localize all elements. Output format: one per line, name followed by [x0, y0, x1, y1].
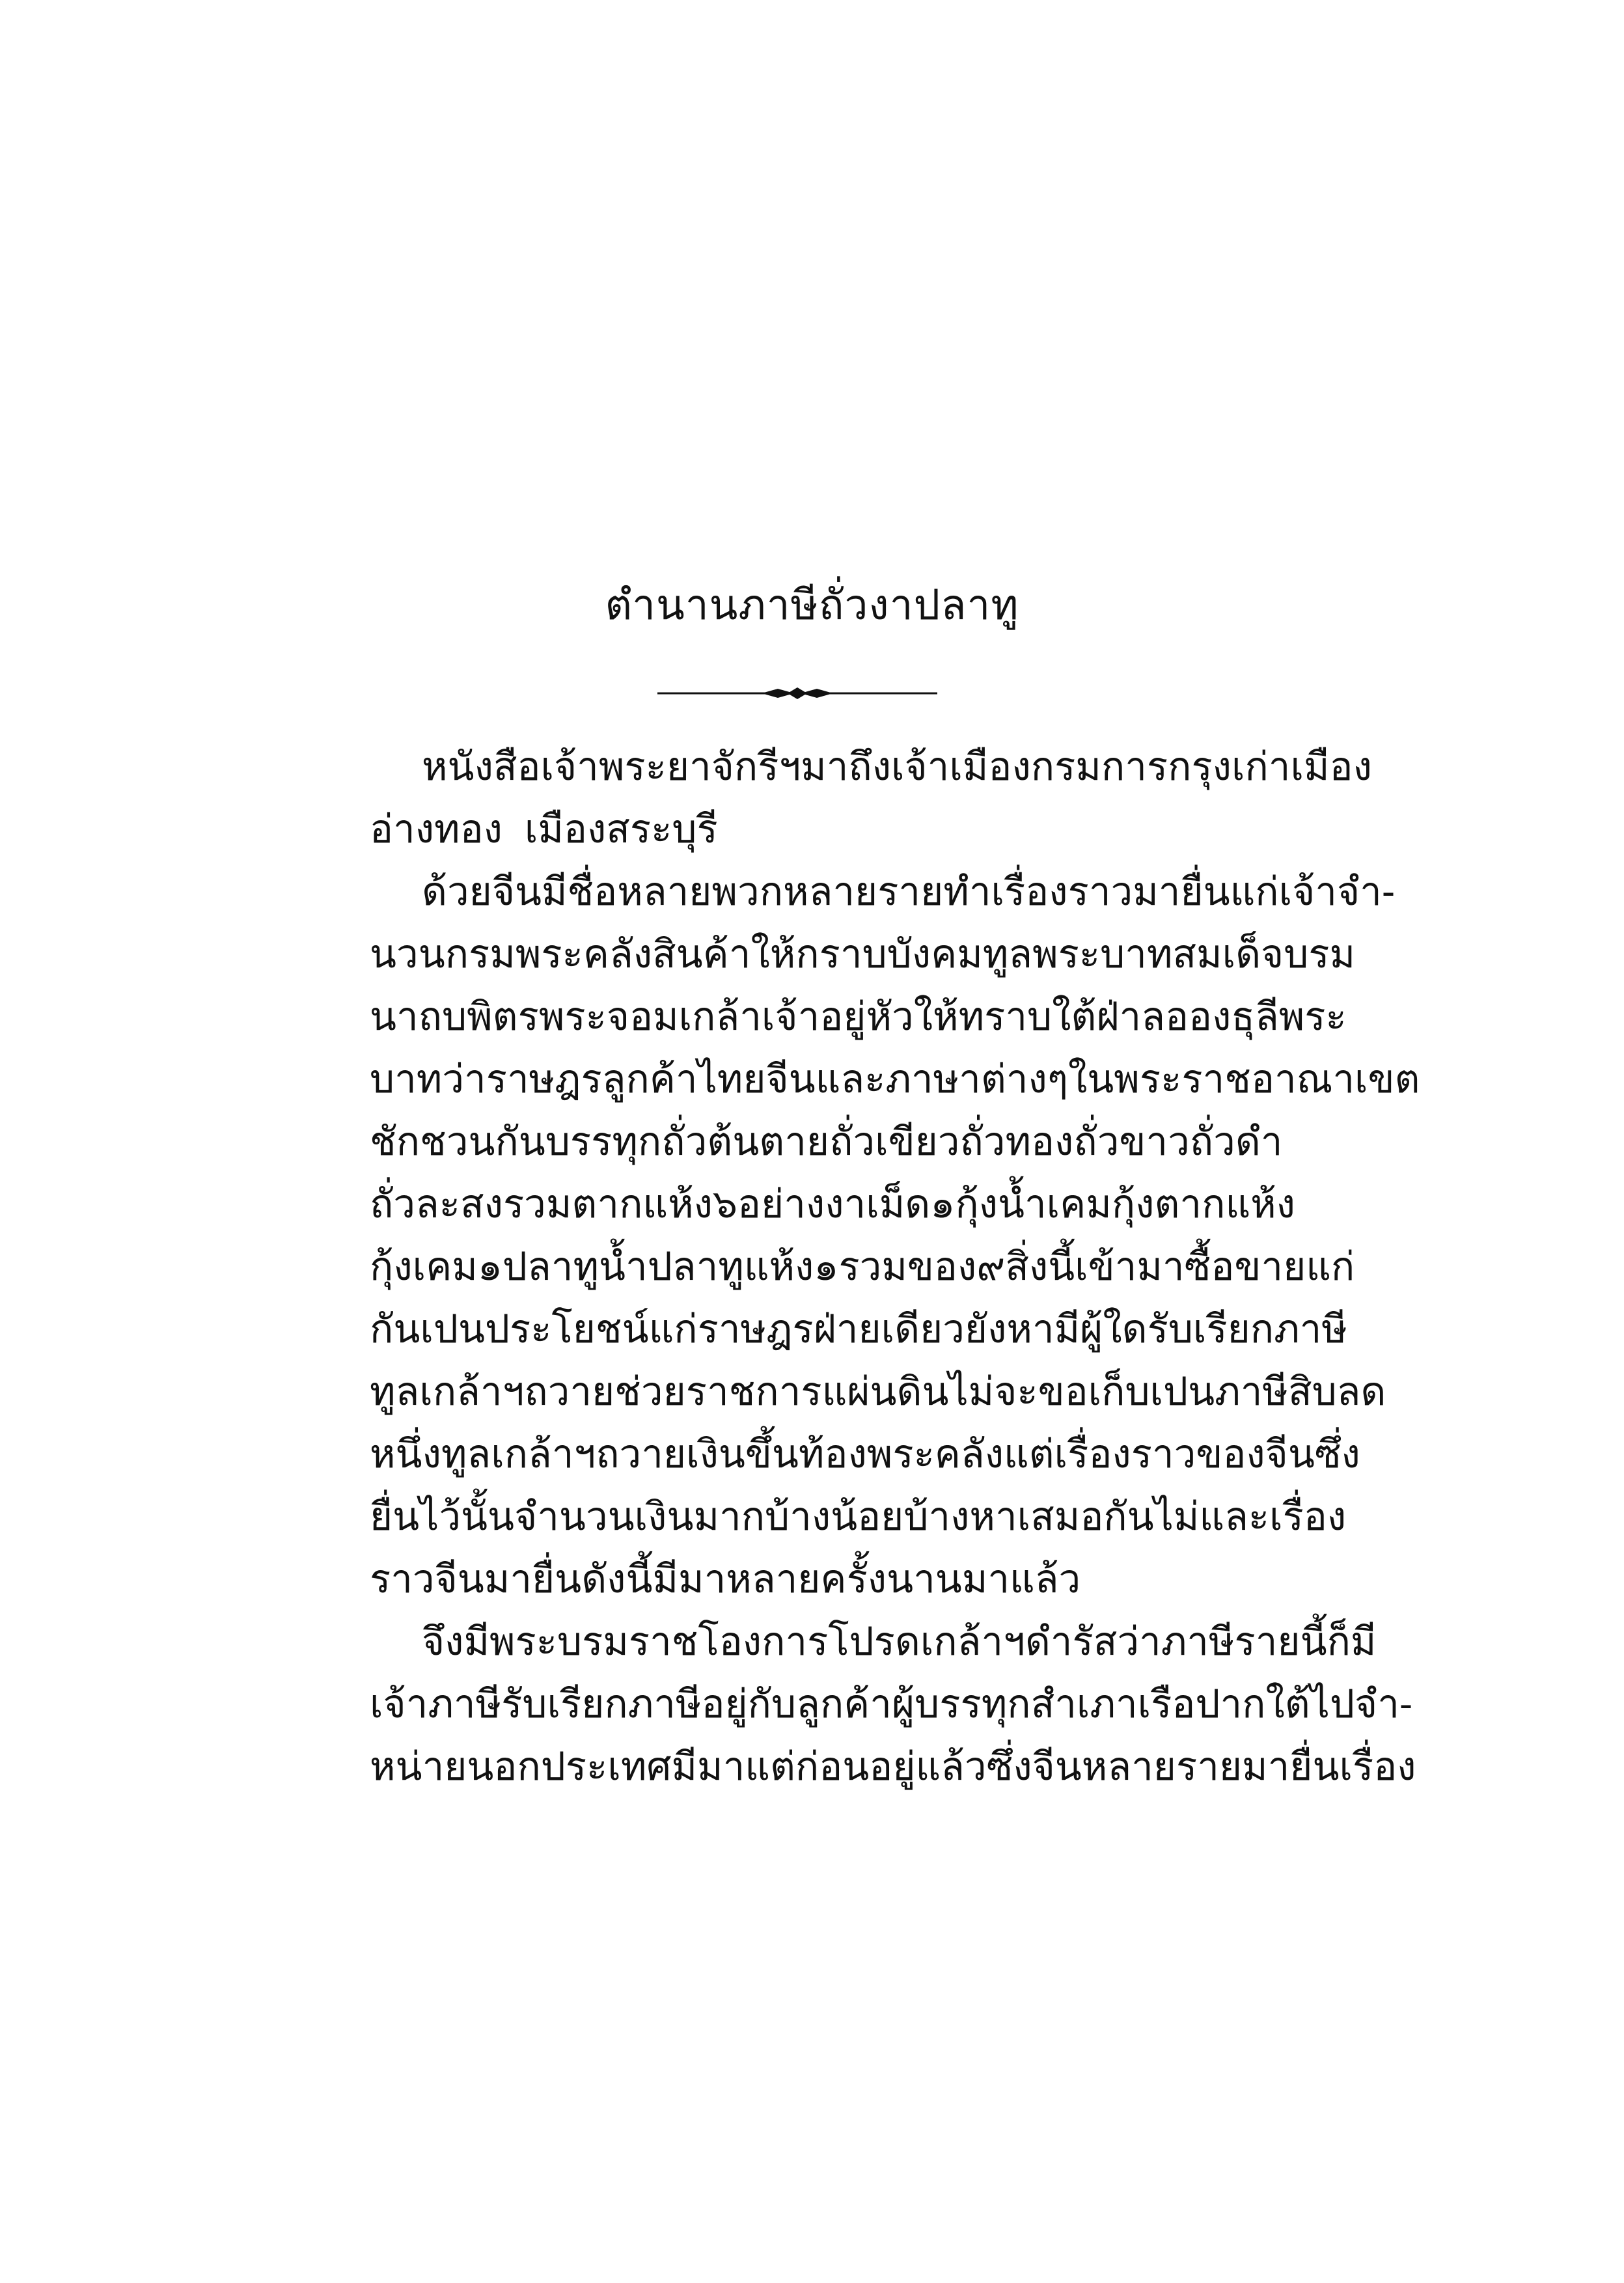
- text-line: [370, 1423, 1360, 1486]
- text-word: ดำรัสว่า: [1025, 1619, 1161, 1665]
- text-word: ซึ่งจีนหลายรายมายื่นเรื่อง: [986, 1744, 1416, 1790]
- text-line: [370, 1361, 1386, 1423]
- text-word: งาเม็ด: [825, 1182, 931, 1227]
- text-word: เมือง: [1290, 744, 1372, 790]
- text-word: และเรื่อง: [1199, 1494, 1347, 1540]
- text-word: กุ้งเคม: [370, 1244, 478, 1290]
- text-line: [370, 1298, 1347, 1361]
- text-word: เจ้าภาษีรับเรียกภาษีอยู่กับลูกค้าผู้บรรทุกสำเภาเรือปากใต้: [370, 1681, 1310, 1727]
- text-word: ไปจำ-: [1310, 1681, 1413, 1727]
- text-word: ๑: [814, 1244, 839, 1290]
- text-word: ให้กราบบังคมทูลพระบาทสมเด็จบรม: [750, 932, 1356, 977]
- text-word: หนึ่ง: [370, 1432, 441, 1477]
- text-word: กุ้งน้ำเคม: [955, 1182, 1112, 1227]
- text-word: กรุงเก่า: [1168, 744, 1291, 790]
- text-word: มาถึงเจ้าเมืองกรมการ: [801, 744, 1168, 790]
- text-word: สิ่งนี้เข้ามาซื้อขายแก่: [1005, 1244, 1355, 1290]
- text-word: พระจอมเกล้าเจ้าอยู่หัว: [538, 994, 914, 1040]
- text-word: ทำเรื่องราวมายื่นแก่เจ้าจำ-: [943, 869, 1396, 915]
- text-line: [370, 798, 1255, 861]
- text-word: ถั่วดำ: [1189, 1119, 1283, 1165]
- text-word: หนังสือเจ้าพระยาจักรีฯ: [422, 744, 801, 790]
- text-word: ปลาทูน้ำปลาทูแห้ง: [502, 1244, 814, 1290]
- document-body: [370, 736, 1420, 1798]
- title-ornament-divider: [657, 684, 937, 703]
- text-line: [370, 1173, 1295, 1236]
- text-word: รวมตากแห้ง: [502, 1182, 713, 1227]
- text-word: จะขอเก็บเปนภาษีสิบลด: [994, 1369, 1386, 1415]
- text-line: [370, 1736, 1416, 1798]
- text-word: อ่างทอง: [370, 807, 502, 852]
- text-line: [370, 736, 1372, 798]
- text-line: [370, 1673, 1413, 1736]
- text-word: ยื่นไว้นั้น: [370, 1494, 515, 1540]
- text-word: ถั่วทอง: [959, 1119, 1074, 1165]
- text-line: [370, 1548, 1255, 1611]
- document-title: ตำนานภาษีถั่วงาปลาทู: [605, 581, 1019, 630]
- text-line: [370, 1486, 1347, 1548]
- text-word: ๙: [976, 1244, 1006, 1290]
- text-word: กันเปนประโยชน์แก่ราษฎรฝ่ายเดียว: [370, 1307, 965, 1352]
- text-word: กุ้งตากแห้ง: [1111, 1182, 1295, 1227]
- text-line: [370, 1111, 1283, 1173]
- text-word: ถั่วละสง: [370, 1182, 503, 1227]
- text-word: ถั่วเขียว: [829, 1119, 960, 1165]
- text-word: ถวายเงินขึ้นท้องพระคลัง: [596, 1432, 1004, 1477]
- text-line: [370, 1236, 1355, 1298]
- text-word: ให้ทราบใต้ฝ่าลอองธุลีพระ: [913, 994, 1347, 1040]
- text-word: นวนกรมพระคลังสินค้า: [370, 932, 751, 977]
- text-word: ๖: [712, 1182, 738, 1227]
- text-word: เมืองสระบุรี: [524, 807, 718, 852]
- text-word: ชักชวนกันบรรทุกถั่วต้นตาย: [370, 1119, 830, 1165]
- text-word: หน่ายนอกประเทศมีมาแต่ก่อนอยู่แล้ว: [370, 1744, 987, 1790]
- text-word: นาถบพิตร: [370, 994, 539, 1040]
- text-word: จำนวนเงินมากบ้างน้อยบ้างหาเสมอกันไม่: [514, 1494, 1200, 1540]
- text-word: ด้วยจีนมีชื่อหลายพวกหลายราย: [422, 869, 944, 915]
- text-word: ๑: [930, 1182, 956, 1227]
- text-word: อย่าง: [737, 1182, 825, 1227]
- text-word: ๑: [477, 1244, 502, 1290]
- text-word: ถั่วขาว: [1073, 1119, 1190, 1165]
- text-line: [370, 1611, 1377, 1673]
- text-line: [370, 923, 1356, 986]
- text-word: ถวายช่วยราชการแผ่นดินไม่: [524, 1369, 995, 1415]
- text-word: ภาษีรายนี้ก็มี: [1161, 1619, 1377, 1665]
- text-line: [370, 1048, 1420, 1111]
- text-word: ราวจีนมายื่นดังนี้มีมาหลายครั้งนานมาแล้ว: [370, 1557, 1081, 1602]
- text-word: ยังหามีผู้ใดรับเรียกภาษี: [964, 1307, 1347, 1352]
- text-word: แต่เรื่องราวของจีนซึ่ง: [1004, 1432, 1360, 1477]
- text-word: จึงมีพระบรมราชโองการโปรดเกล้าฯ: [422, 1619, 1025, 1665]
- text-word: ทูลเกล้าฯ: [370, 1369, 525, 1415]
- text-word: ว่าราษฎรลูกค้าไทยจีนและภาษาต่างๆในพระราชอาณาเขต: [442, 1057, 1420, 1102]
- text-word: รวมของ: [838, 1244, 977, 1290]
- text-line: [370, 861, 1396, 923]
- text-line: [370, 986, 1347, 1048]
- text-word: ทูลเกล้าฯ: [441, 1432, 596, 1477]
- text-word: บาท: [370, 1057, 443, 1102]
